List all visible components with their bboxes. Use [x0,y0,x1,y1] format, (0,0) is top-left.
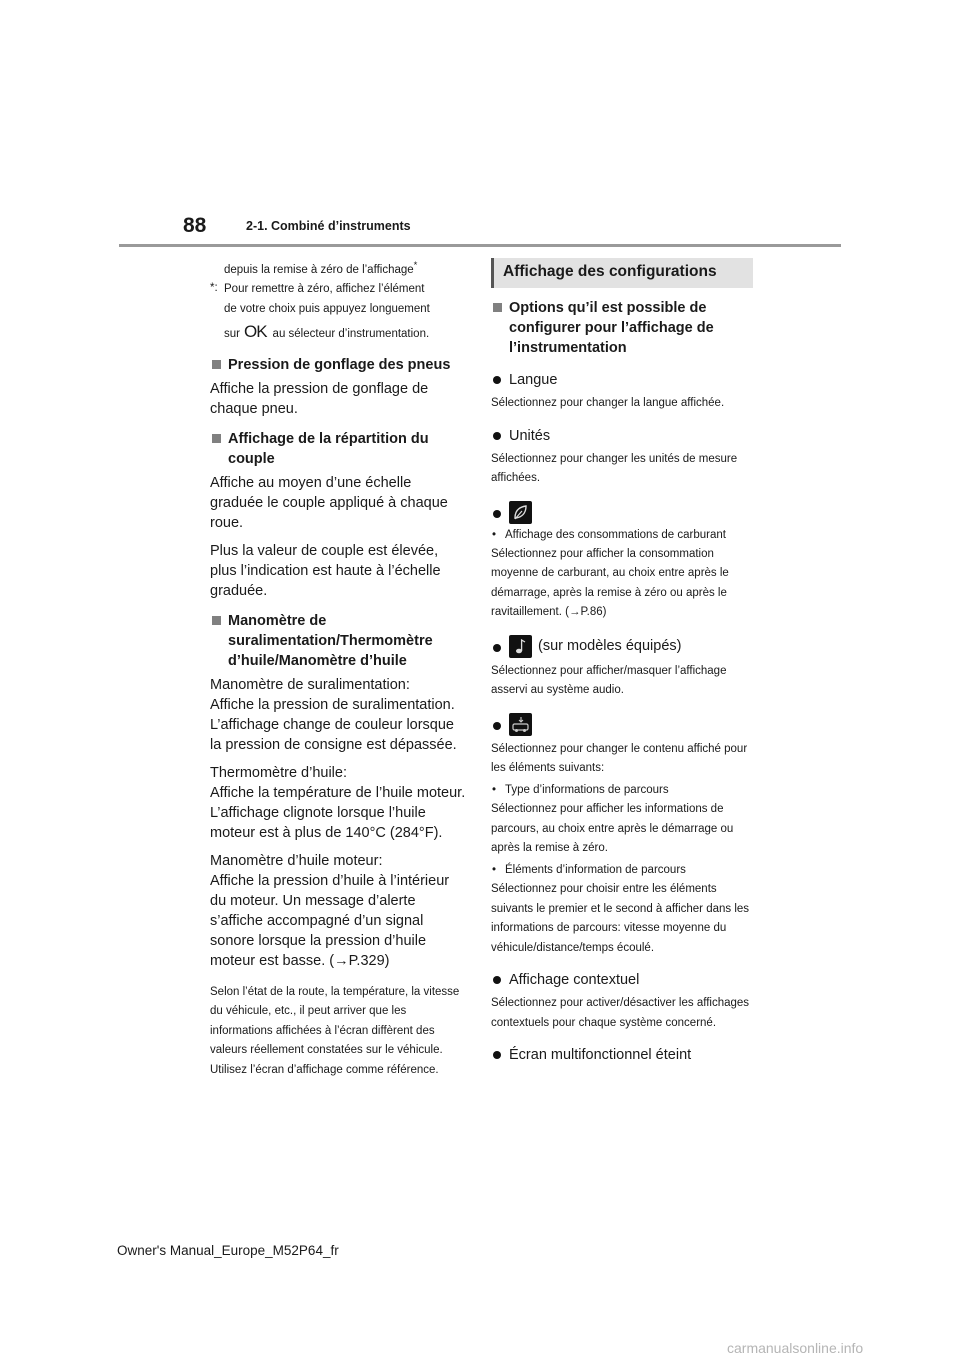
ok-button-icon: OK [243,322,267,342]
item-langue: Langue [491,370,753,390]
note-2: Utilisez l’écran d’affichage comme référence. [210,1063,439,1076]
continuation-text: depuis la remise à zéro de l’affichage* [224,260,418,276]
dot-bullet-icon [493,976,501,984]
heading-options: Options qu’il est possible de configurer pour l’affichage de l’instrumentation [491,298,753,358]
trip-info-icon [509,713,532,736]
heading-pression: Pression de gonflage des pneus [210,355,468,375]
text-pression: Affiche la pression de gonflage de chaque pneu. [210,380,429,417]
watermark: carmanualsonline.info [727,1340,864,1356]
trip-bullet-1-desc: Sélectionnez pour afficher les informations de parcours, au choix entre après le démarrage ou après la remise à zéro. [491,803,734,854]
text-mano-2b: Affiche la température de l’huile moteur. L’affichage clignote lorsque l’huile moteur est à plus de 140°C (284°F). [210,784,466,841]
footer-manual-id: Owner's Manual_Europe_M52P64_fr [117,1243,339,1258]
note-1: Selon l’état de la route, la température, la vitesse du véhicule, etc., il peut arriver que les informations affichées à l’écran diffèrent des valeurs réellement constatées sur le véhicule. [210,985,460,1057]
header-rule [119,244,841,247]
leaf-icon [509,501,532,524]
square-bullet-icon [212,434,221,443]
dot-bullet-icon [493,376,501,384]
text-mano-1a: Manomètre de suralimentation: [210,676,410,693]
right-column [491,256,753,1069]
desc-contextuel: Sélectionnez pour activer/désactiver les affichages contextuels pour chaque système concerné. [491,997,750,1029]
page-number: 88 [183,214,207,237]
trip-bullet-2: • Éléments d’information de parcours [492,863,686,876]
desc-unites: Sélectionnez pour changer les unités de mesure affichées. [491,452,738,484]
item-audio: (sur modèles équipés) [491,635,753,658]
text-couple-1: Affiche au moyen d’une échelle graduée le couple appliqué à chaque roue. [210,474,448,531]
dot-bullet-icon [493,432,501,440]
square-bullet-icon [212,360,221,369]
dot-bullet-icon [493,722,501,730]
square-bullet-icon [493,303,502,312]
item-unites: Unités [491,426,753,446]
square-bullet-icon [212,616,221,625]
item-ecran-eteint: Écran multifonctionnel éteint [491,1045,753,1065]
desc-audio: Sélectionnez pour afficher/masquer l’affichage asservi au système audio. [491,664,727,696]
text-mano-2a: Thermomètre d’huile: [210,764,347,781]
text-couple-2: Plus la valeur de couple est élevée, plus l’indication est haute à l’échelle graduée. [210,542,441,599]
desc-eco: Sélectionnez pour afficher la consommation moyenne de carburant, au choix entre après le démarrage, après la remise à zéro ou après le ravitaillement. (→P.86) [491,547,729,618]
dot-bullet-icon [493,644,501,652]
trip-bullet-2-desc: Sélectionnez pour choisir entre les éléments suivants le premier et le second à afficher dans les informations de parcours: vitesse moyenne du véhicule/distance/temps écoulé. [491,883,750,954]
trip-bullet-1: • Type d’informations de parcours [492,783,669,796]
text-mano-3a: Manomètre d’huile moteur: [210,852,383,869]
text-mano-3b: Affiche la pression d’huile à l’intérieur du moteur. Un message d’alerte s’affiche accompagné d’un signal sonore lorsque la pression d’huile moteur est basse. (→P.329) [210,872,450,969]
heading-manometre: Manomètre de suralimentation/Thermomètre d’huile/Manomètre d’huile [210,611,468,671]
section-title: 2-1. Combiné d’instruments [246,219,411,233]
heading-couple: Affichage de la répartition du couple [210,429,468,469]
footnote: *: Pour remettre à zéro, affichez l’élément de votre choix puis appuyez longuement sur OK au sélecteur d’instrumentation. [210,282,430,342]
item-eco [491,501,753,524]
text-mano-1b: Affiche la pression de suralimentation. L’affichage change de couleur lorsque la pression de consigne est dépassée. [210,696,457,753]
eco-bullet: • Affichage des consommations de carburant [492,528,726,541]
desc-langue: Sélectionnez pour changer la langue affichée. [491,397,725,409]
item-contextuel: Affichage contextuel [491,970,753,990]
dot-bullet-icon [493,510,501,518]
section-banner: Affichage des configurations [491,258,753,288]
music-note-icon [509,635,532,658]
desc-trip: Sélectionnez pour changer le contenu affiché pour les éléments suivants: [491,742,748,774]
dot-bullet-icon [493,1051,501,1059]
left-column [210,256,468,1080]
item-trip [491,713,753,736]
